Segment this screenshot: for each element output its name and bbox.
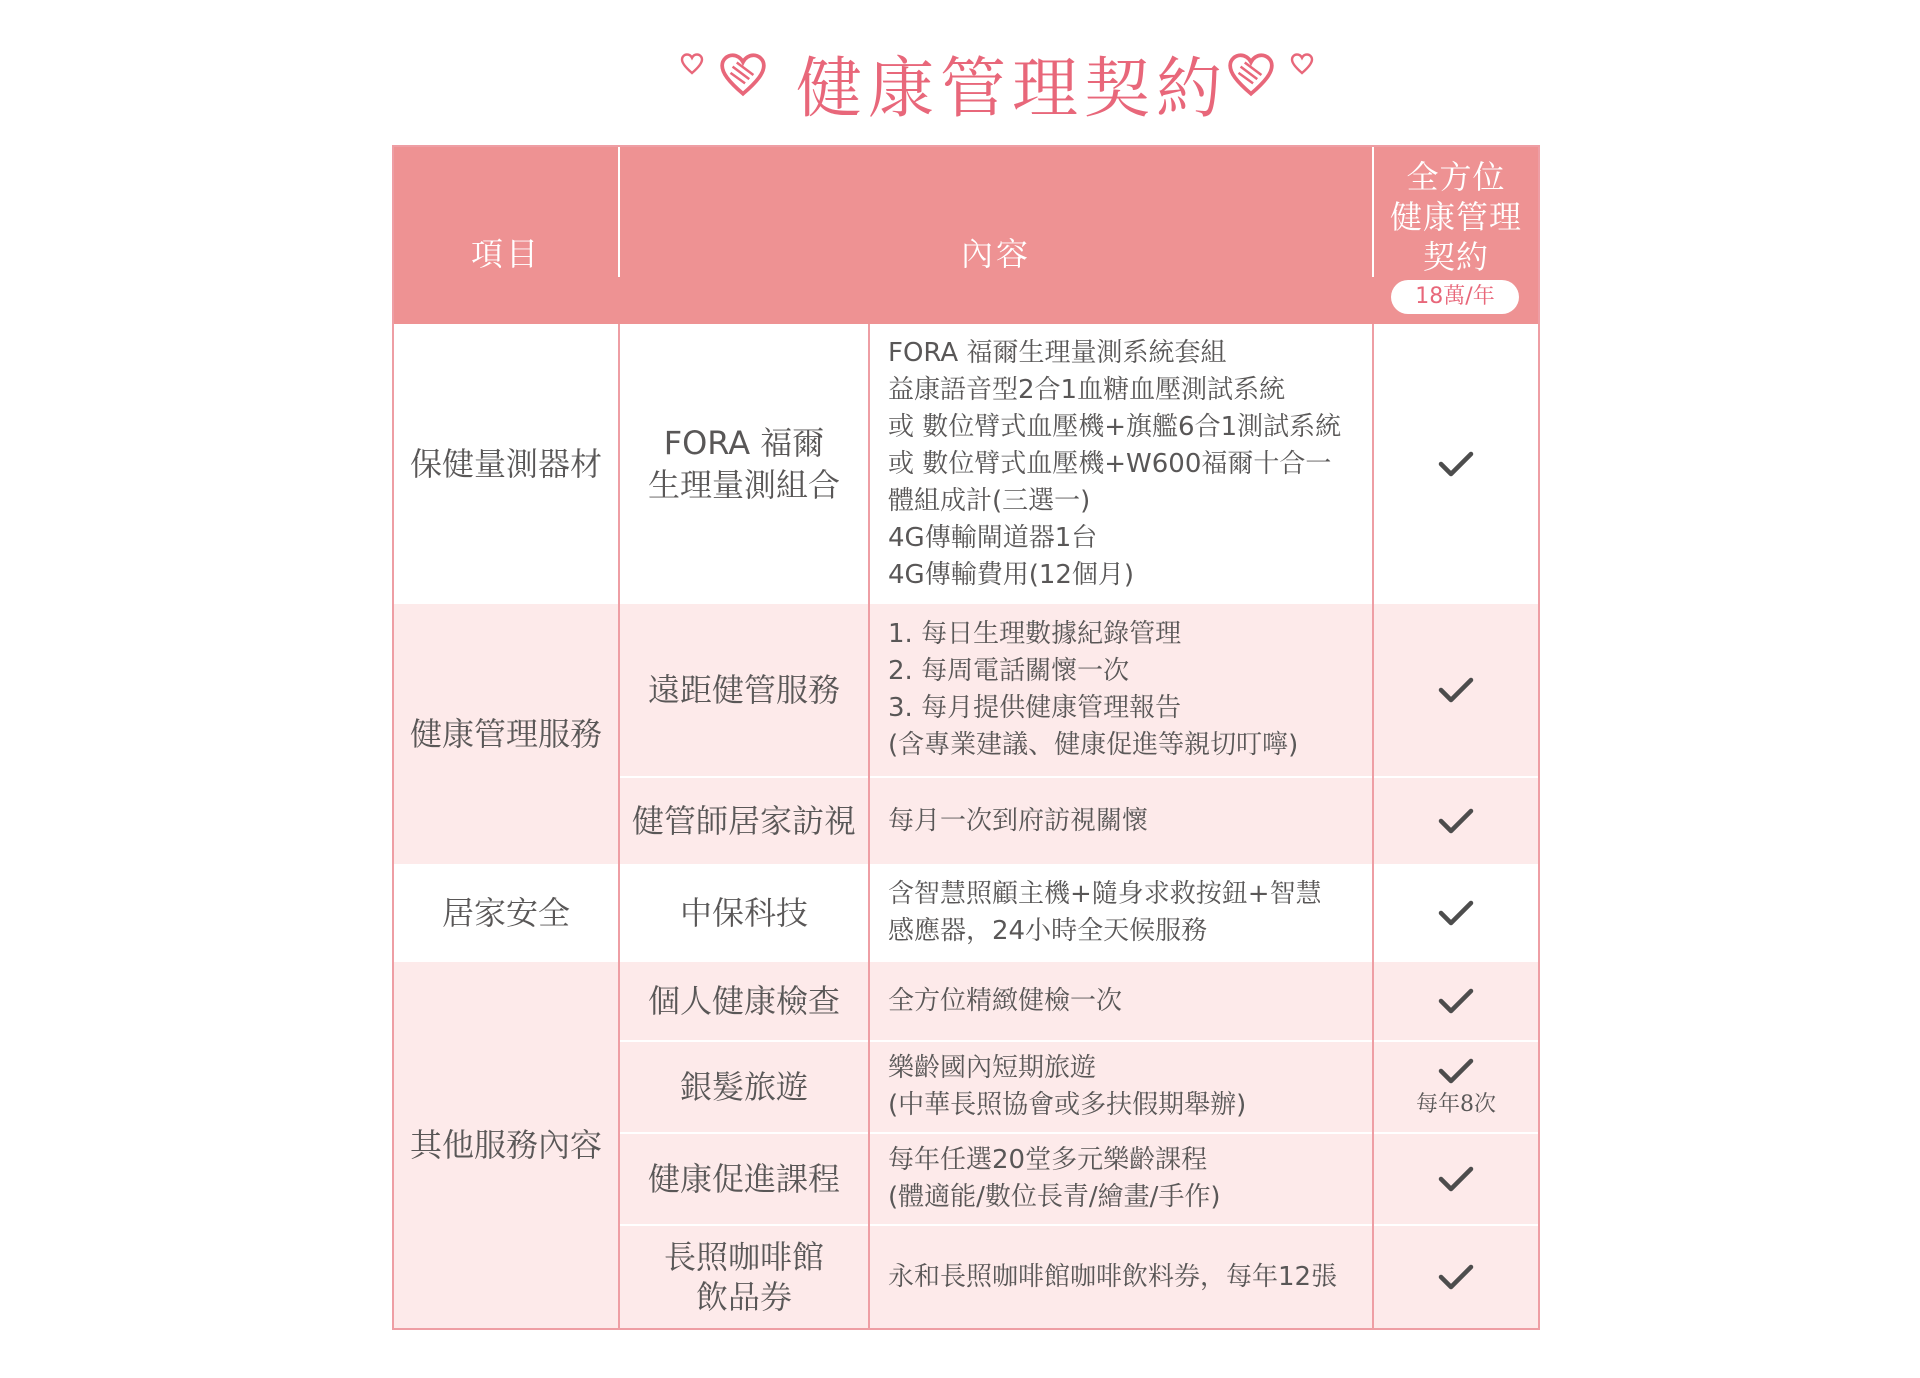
content-health-course: 每年任選20堂多元樂齡課程 (體適能/數位長青/繪畫/手作) bbox=[888, 1145, 1221, 1212]
table-header bbox=[394, 147, 1538, 324]
category-home-safety: 居家安全 bbox=[441, 894, 570, 932]
item-remote-care: 遠距健管服務 bbox=[647, 671, 840, 709]
content-security-tech: 含智慧照顧主機+隨身求救按鈕+智慧 感應器，24小時全天候服務 bbox=[888, 879, 1322, 946]
item-health-checkup: 個人健康檢查 bbox=[647, 982, 840, 1020]
title-bar bbox=[0, 44, 1920, 134]
check-cell bbox=[1374, 1042, 1538, 1132]
check-icon bbox=[1438, 899, 1474, 927]
heart-icon bbox=[1226, 50, 1276, 100]
header-content: 內容 bbox=[960, 235, 1031, 273]
check-icon bbox=[1438, 676, 1474, 704]
check-icon bbox=[1438, 1165, 1474, 1193]
content-remote-care: 1. 每日生理數據紀錄管理 2. 每周電話關懷一次 3. 每月提供健康管理報告 (含專業建議、健康促進等親切叮嚀) bbox=[888, 619, 1299, 760]
item-cafe-voucher: 長照咖啡館 飲品券 bbox=[663, 1238, 824, 1316]
content-health-checkup: 全方位精緻健檢一次 bbox=[888, 985, 1123, 1016]
item-home-visit: 健管師居家訪視 bbox=[631, 802, 856, 840]
heart-icon bbox=[718, 50, 768, 100]
check-icon bbox=[1438, 450, 1474, 478]
content-senior-travel: 樂齡國內短期旅遊 (中華長照協會或多扶假期舉辦) bbox=[888, 1053, 1247, 1120]
contract-table bbox=[392, 145, 1540, 1330]
item-senior-travel: 銀髮旅遊 bbox=[679, 1068, 808, 1106]
check-icon bbox=[1438, 807, 1474, 835]
check-cell bbox=[1374, 604, 1538, 776]
check-cell bbox=[1374, 1134, 1538, 1224]
content-fora-kit: FORA 福爾生理量測系統套組 益康語音型2合1血糖血壓測試系統 或 數位臂式血壓機+旗艦6合1測試系統 或 數位臂式血壓機+W600福爾十合一 體組成計(三選一) 4G傳輸閘道器1台 4G傳輸費用(12個月) bbox=[888, 337, 1342, 590]
header-plan: 全方位 健康管理 契約 bbox=[1389, 158, 1522, 276]
content-cafe-voucher: 永和長照咖啡館咖啡飲料券，每年12張 bbox=[888, 1261, 1338, 1292]
category-health-devices: 保健量測器材 bbox=[409, 445, 602, 483]
check-icon bbox=[1438, 987, 1474, 1015]
content-home-visit: 每月一次到府訪視關懷 bbox=[888, 805, 1149, 836]
item-health-course: 健康促進課程 bbox=[647, 1160, 840, 1198]
check-icon bbox=[1438, 1057, 1474, 1085]
item-fora-kit: FORA 福爾 生理量測組合 bbox=[647, 424, 840, 504]
page-title: 健康管理契約 bbox=[796, 50, 1228, 127]
item-security-tech: 中保科技 bbox=[679, 894, 808, 932]
category-other-services: 其他服務內容 bbox=[409, 1126, 602, 1164]
check-cell bbox=[1374, 324, 1538, 604]
header-item: 項目 bbox=[470, 235, 541, 273]
frequency-note: 每年8次 bbox=[1416, 1091, 1496, 1117]
plan-price-badge: 18萬/年 bbox=[1391, 280, 1519, 314]
heart-icon bbox=[680, 52, 704, 76]
check-cell bbox=[1374, 864, 1538, 962]
check-cell bbox=[1374, 778, 1538, 864]
category-health-management: 健康管理服務 bbox=[409, 715, 602, 753]
heart-icon bbox=[1290, 52, 1314, 76]
check-cell bbox=[1374, 962, 1538, 1040]
check-cell bbox=[1374, 1226, 1538, 1328]
check-icon bbox=[1438, 1263, 1474, 1291]
